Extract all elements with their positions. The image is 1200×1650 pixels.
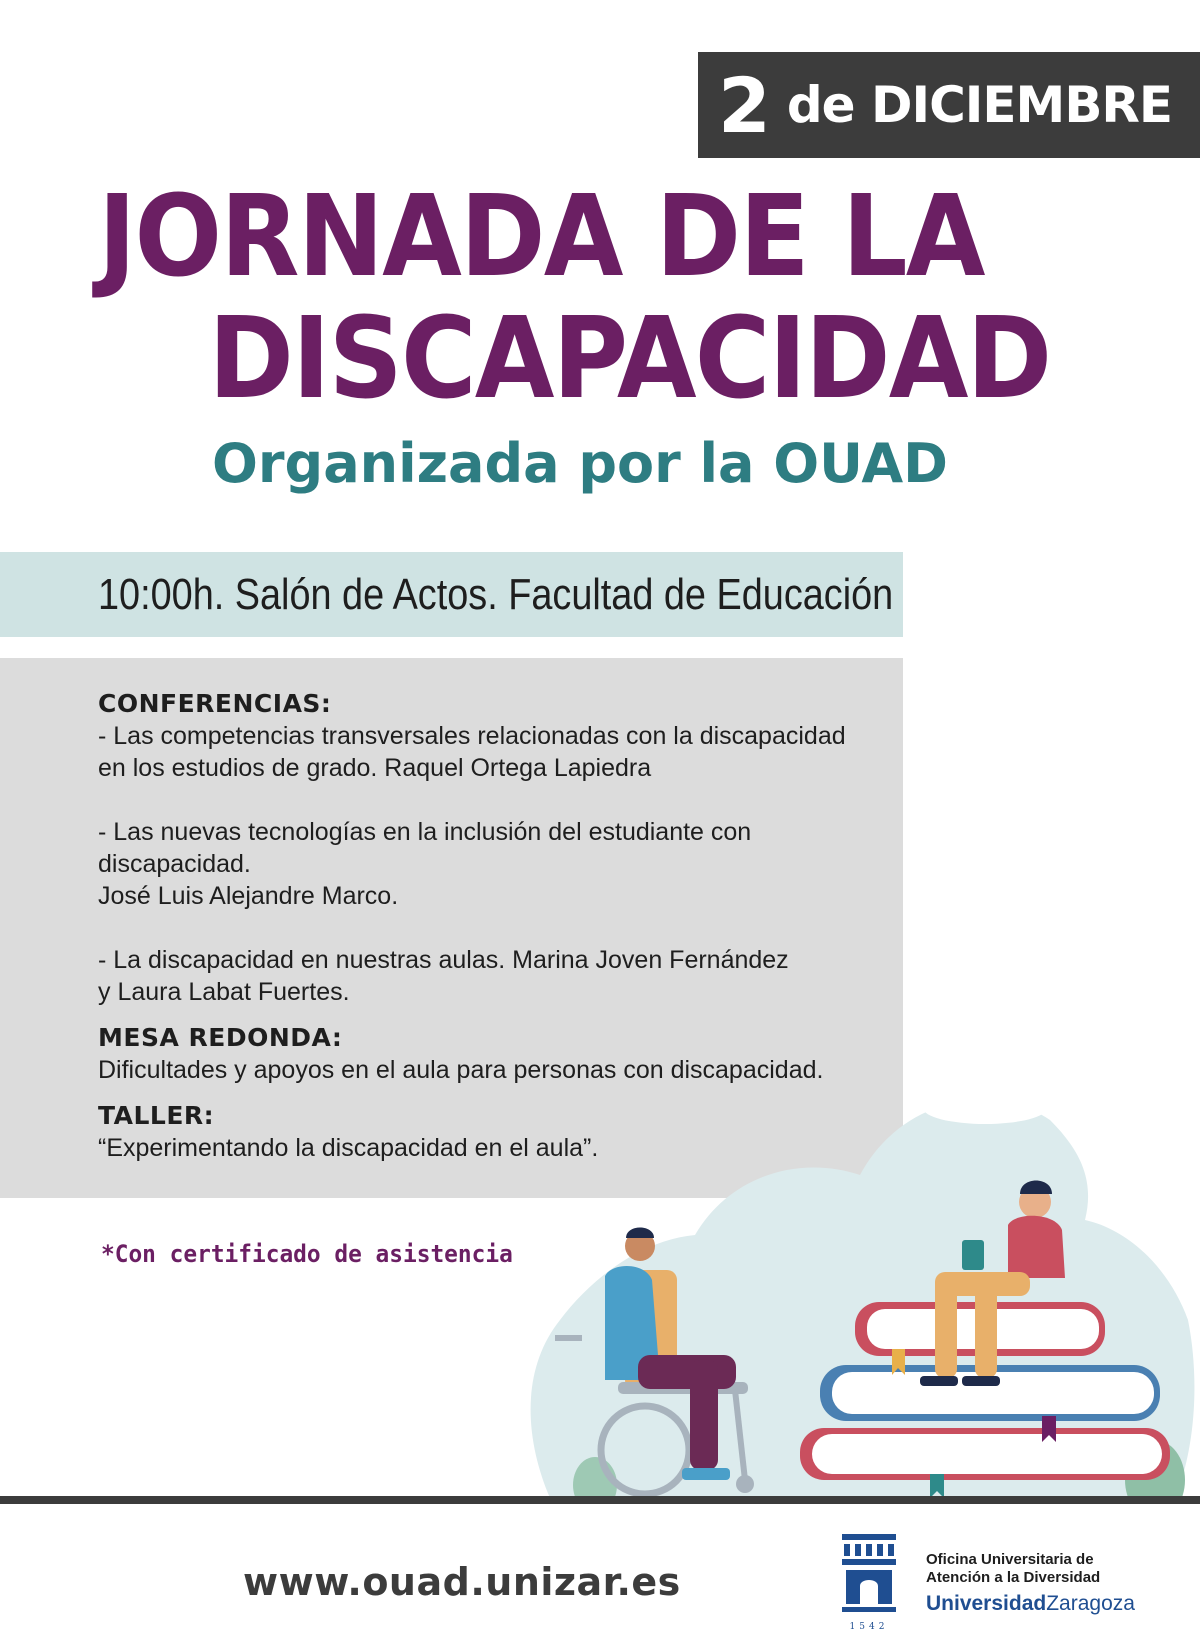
conference-2-line-1: - Las nuevas tecnologías en la inclusión del estudiante con discapacidad. xyxy=(98,818,752,878)
university-name-bold: Universidad xyxy=(926,1592,1047,1615)
title-line-2: DISCAPACIDAD xyxy=(208,294,1051,424)
round-table-text: Dificultades y apoyos en el aula para personas con discapacidad. xyxy=(98,1056,824,1084)
conference-2-line-2: José Luis Alejandre Marco. xyxy=(98,882,399,910)
university-city: Zaragoza xyxy=(1046,1592,1135,1615)
conference-1-line-2: en los estudios de grado. Raquel Ortega Lapiedra xyxy=(98,754,652,782)
university-name xyxy=(926,1590,1135,1618)
conference-1-line-1: - Las competencias transversales relacionadas con la discapacidad xyxy=(98,722,846,750)
program-content xyxy=(98,688,898,1164)
round-table-heading: MESA REDONDA: xyxy=(98,1023,343,1052)
org-line-1: Oficina Universitaria de xyxy=(926,1551,1094,1568)
university-logo-text xyxy=(926,1551,1135,1618)
organizer-subtitle: Organizada por la OUAD xyxy=(212,432,948,495)
conference-item-1 xyxy=(98,720,898,784)
workshop-heading: TALLER: xyxy=(98,1101,215,1130)
conference-item-2 xyxy=(98,816,898,912)
date-month: de DICIEMBRE xyxy=(786,76,1173,134)
conferences-heading: CONFERENCIAS: xyxy=(98,689,332,718)
conference-3-line-1: - La discapacidad en nuestras aulas. Marina Joven Fernández xyxy=(98,946,789,974)
date-banner xyxy=(698,52,1200,158)
time-location-banner xyxy=(0,552,903,637)
conference-3-line-2: y Laura Labat Fuertes. xyxy=(98,978,350,1006)
date-day: 2 xyxy=(718,60,771,150)
footer-divider xyxy=(0,1496,1200,1504)
website-link[interactable]: www.ouad.unizar.es xyxy=(243,1560,681,1604)
time-location-text: 10:00h. Salón de Actos. Facultad de Educación xyxy=(98,569,894,619)
event-title xyxy=(98,172,1051,424)
title-line-1: JORNADA DE LA xyxy=(98,172,984,302)
certificate-note: *Con certificado de asistencia xyxy=(101,1240,513,1268)
org-line-2: Atención a la Diversidad xyxy=(926,1569,1101,1586)
university-emblem-icon xyxy=(838,1532,900,1616)
workshop-text: “Experimentando la discapacidad en el aula”. xyxy=(98,1134,599,1162)
conference-item-3 xyxy=(98,944,898,1008)
emblem-year: 1542 xyxy=(849,1622,889,1632)
